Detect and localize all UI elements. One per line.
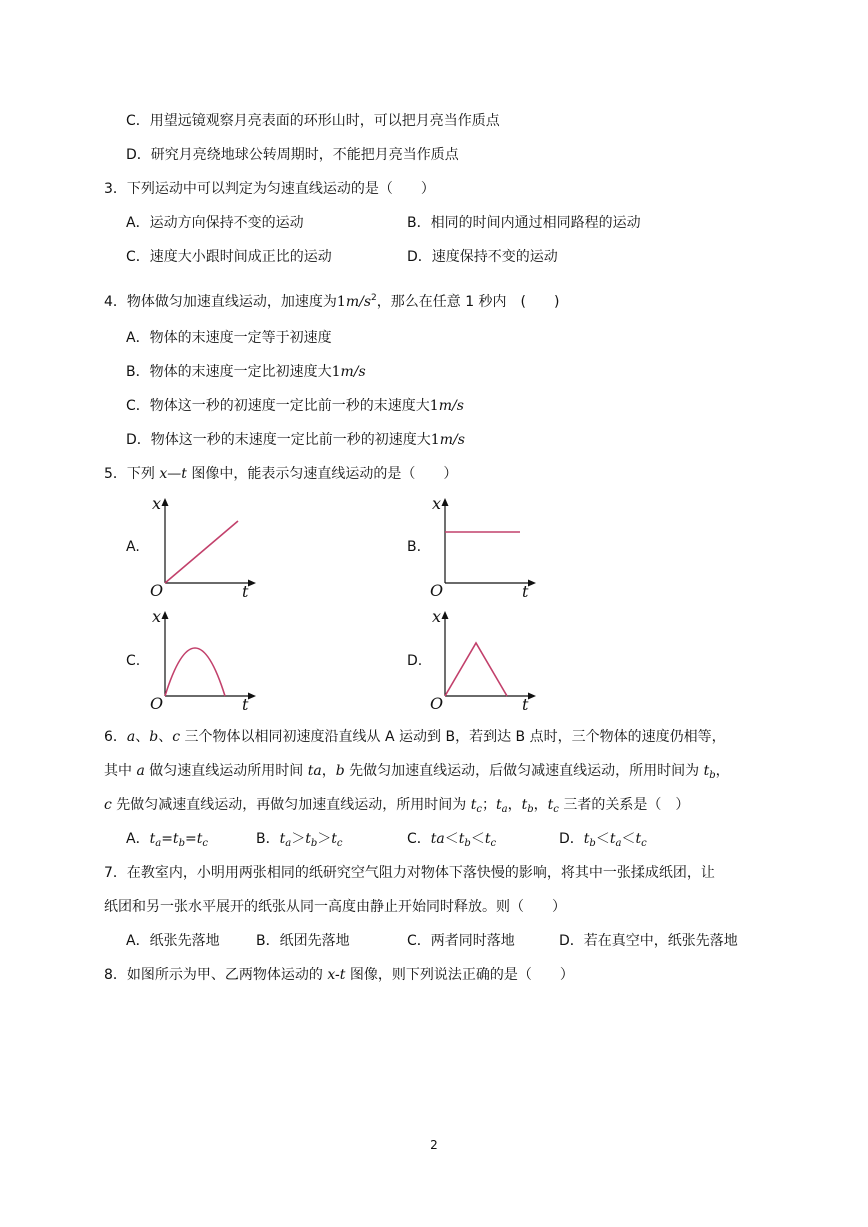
subscript: a: [615, 838, 622, 849]
q6-text: 做匀速直线运动所用时间: [144, 763, 308, 779]
q6-line-3: [104, 795, 689, 820]
q4-accel-unit: m/s: [345, 294, 372, 310]
q4-option-d-text: D．物体这一秒的末速度一定比前一秒的初速度大: [126, 432, 431, 448]
origin-label: O: [430, 694, 444, 713]
q6-text: 先做匀减速直线运动，再做匀加速直线运动，所用时间为: [111, 797, 471, 813]
axes: [442, 611, 537, 700]
var-t: t: [635, 831, 642, 847]
q6-text: 先做匀加速直线运动，后做匀减速直线运动，所用时间为: [344, 763, 704, 779]
q6-var-c: c: [172, 729, 181, 745]
q6-text: ；: [482, 797, 496, 813]
subscript: b: [589, 838, 596, 849]
subscript: b: [310, 838, 318, 849]
var-ta: ta: [430, 831, 445, 847]
q6-var-a: a: [126, 729, 136, 745]
q3-option-d: D．速度保持不变的运动: [407, 249, 558, 265]
q5-stem: [104, 464, 457, 484]
q8-stem: [104, 965, 574, 985]
var-t: t: [583, 831, 590, 847]
q4-option-b: [126, 362, 366, 382]
less-sign: ＜: [595, 831, 610, 847]
q6-var-c: c: [104, 797, 112, 813]
var-t: t: [196, 831, 203, 847]
q6-text: 三个物体以相同初速度沿直线从 A 运动到 B，若到达 B 点时，三个物体的速度仍相等，: [180, 729, 726, 745]
q4-stem: [104, 288, 559, 312]
triangle-curve: [445, 643, 507, 696]
q3-option-c: C．速度大小跟时间成正比的运动: [126, 249, 332, 265]
less-sign: ＜: [444, 831, 459, 847]
subscript: c: [490, 838, 497, 849]
q4-option-b-text: B．物体的末速度一定比初速度大: [126, 364, 332, 380]
q6-line-2: [104, 761, 730, 786]
q7-option-b: B．纸团先落地: [256, 933, 350, 949]
q6-sep: 、: [158, 729, 173, 745]
q5-graph-b: [428, 495, 548, 599]
page-number: 2: [430, 1138, 438, 1152]
less-sign: ＜: [470, 831, 485, 847]
greater-sign: ＞: [317, 831, 332, 847]
var-t: t: [172, 831, 179, 847]
q6-subscript: c: [476, 804, 482, 815]
q6-var-t: t: [470, 797, 477, 813]
q6-line-1: [104, 727, 726, 747]
q4-option-d-unit: m/s: [439, 432, 465, 448]
subscript: a: [285, 838, 292, 849]
q8-stem-var: x-t: [327, 967, 346, 983]
equals-sign: =: [161, 831, 173, 847]
equals-sign: =: [184, 831, 197, 847]
q4-option-c-text: C．物体这一秒的初速度一定比前一秒的末速度大: [126, 398, 430, 414]
q7-option-c: C．两者同时落地: [407, 933, 515, 949]
q4-stem-pre: 4．物体做匀加速直线运动，加速度为: [104, 294, 337, 310]
q3-stem: 3．下列运动中可以判定为匀速直线运动的是（ ）: [104, 181, 435, 197]
q4-option-d-num: 1: [430, 432, 440, 448]
q4-accel-num: 1: [336, 294, 346, 310]
var-t: t: [149, 831, 156, 847]
q7-line-1: 7．在教室内，小明用两张相同的纸研究空气阻力对物体下落快慢的影响，将其中一张揉成纸团，让: [104, 865, 715, 881]
origin-label: O: [150, 581, 164, 600]
q4-option-a: A．物体的末速度一定等于初速度: [126, 330, 332, 346]
y-axis-label: x: [432, 494, 442, 513]
var-t: t: [305, 831, 311, 847]
q5-option-d-label: D.: [407, 653, 423, 669]
x-axis-label: t: [242, 695, 249, 714]
q6-text: ，: [533, 797, 548, 813]
subscript: c: [202, 838, 208, 849]
q2-option-d: D．研究月亮绕地球公转周期时，不能把月亮当作质点: [126, 147, 459, 163]
y-axis-label: x: [152, 607, 162, 626]
y-axis-label: x: [152, 494, 162, 513]
origin-label: O: [150, 694, 164, 713]
q5-option-b-label: B.: [407, 539, 422, 555]
arch-curve: [165, 648, 225, 696]
q7-line-2: 纸团和另一张水平展开的纸张从同一高度由静止开始同时释放。则（ ）: [104, 899, 566, 915]
q4-option-c-num: 1: [429, 398, 439, 414]
subscript: b: [178, 838, 185, 849]
q6-var-t: t: [496, 797, 502, 813]
axes: [162, 611, 257, 700]
q6-text: 三者的关系是（ ）: [558, 797, 690, 813]
subscript: c: [336, 838, 343, 849]
q6-text: ，: [321, 763, 336, 779]
subscript: a: [155, 838, 162, 849]
q4-option-c-unit: m/s: [438, 398, 464, 414]
q6-var-b: b: [149, 729, 159, 745]
q6-subscript: b: [527, 804, 534, 815]
q3-option-b: B．相同的时间内通过相同路程的运动: [407, 215, 641, 231]
q4-option-c: [126, 396, 464, 416]
q5-option-c-label: C.: [126, 653, 141, 669]
q6-subscript: b: [709, 770, 716, 781]
var-t: t: [279, 831, 286, 847]
q6-sep: 、: [135, 729, 150, 745]
q6-var-t: t: [521, 797, 528, 813]
q6-option-d: [559, 829, 647, 854]
q5-graph-d: [428, 608, 548, 712]
var-t: t: [484, 831, 491, 847]
q8-stem-post: 图像，则下列说法正确的是（ ）: [345, 967, 574, 983]
x-axis-label: t: [522, 695, 529, 714]
q6-text: ，: [715, 763, 730, 779]
var-t: t: [609, 831, 616, 847]
q5-stem-pre: 5．下列: [104, 466, 160, 482]
less-sign: ＜: [621, 831, 636, 847]
x-axis-label: t: [522, 582, 529, 601]
q5-graph-a: [148, 495, 268, 599]
q5-stem-var: x—t: [159, 466, 187, 482]
q4-stem-post: ，那么在任意 1 秒内 ( ): [376, 294, 560, 310]
q2-option-c: C．用望远镜观察月亮表面的环形山时，可以把月亮当作质点: [126, 113, 500, 129]
origin-label: O: [430, 581, 444, 600]
q6-subscript: a: [501, 804, 508, 815]
var-t: t: [458, 831, 465, 847]
q5-option-a-label: A.: [126, 539, 140, 555]
q6-subscript: c: [553, 804, 559, 815]
subscript: b: [464, 838, 471, 849]
q6-option-b: [256, 829, 343, 854]
q4-accel-exp: 2: [371, 293, 377, 303]
q6-var-t: t: [703, 763, 710, 779]
var-t: t: [331, 831, 337, 847]
q5-graph-c: [148, 608, 268, 712]
q6-var-ta: ta: [307, 763, 322, 779]
q4-option-b-num: 1: [331, 364, 341, 380]
q7-option-a: A．纸张先落地: [126, 933, 220, 949]
q4-option-b-unit: m/s: [340, 364, 366, 380]
greater-sign: ＞: [291, 831, 306, 847]
option-label: B．: [256, 831, 280, 847]
q6-option-c: [407, 829, 496, 854]
q6-text: ，: [507, 797, 522, 813]
q6-option-a: [126, 829, 208, 854]
rising-line-curve: [165, 521, 238, 583]
option-label: D．: [559, 831, 584, 847]
q6-number: 6．: [104, 729, 127, 745]
q6-var-b: b: [335, 763, 345, 779]
option-label: A．: [126, 831, 150, 847]
q5-stem-post: 图像中，能表示匀速直线运动的是（ ）: [186, 466, 458, 482]
q7-option-d: D．若在真空中，纸张先落地: [559, 933, 738, 949]
q6-text: 其中: [104, 763, 137, 779]
q6-var-a: a: [136, 763, 145, 779]
q6-var-t: t: [547, 797, 554, 813]
x-axis-label: t: [242, 582, 249, 601]
q8-stem-pre: 8．如图所示为甲、乙两物体运动的: [104, 967, 328, 983]
axes: [442, 498, 537, 587]
q3-option-a: A．运动方向保持不变的运动: [126, 215, 304, 231]
y-axis-label: x: [432, 607, 442, 626]
q4-option-d: [126, 430, 465, 450]
option-label: C．: [407, 831, 431, 847]
subscript: c: [641, 838, 647, 849]
